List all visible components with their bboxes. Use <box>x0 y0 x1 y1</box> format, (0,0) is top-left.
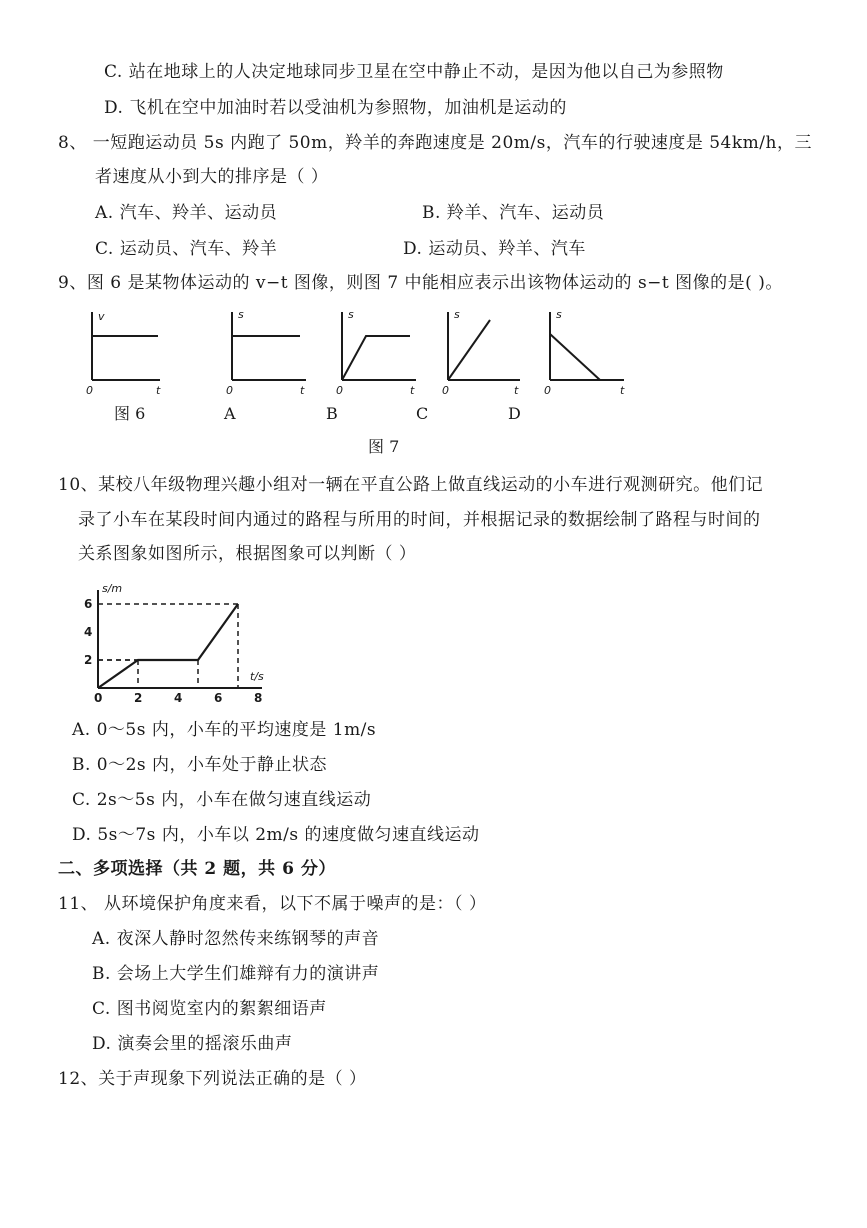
y-tick-label: 6 <box>84 597 93 611</box>
q8-option-b: B. 羚羊、汽车、运动员 <box>422 203 605 223</box>
graphA-axis-t: t <box>300 384 305 397</box>
q10-stem-line3: 关系图象如图所示，根据图象可以判断（ ） <box>78 544 417 564</box>
graphD-axis-s: s <box>556 308 562 321</box>
distance-time-line <box>98 604 238 688</box>
graph-d-label: D <box>508 404 521 423</box>
y-tick-label: 2 <box>84 653 93 667</box>
q10-option-d: D. 5s～7s 内，小车以 2m/s 的速度做匀速直线运动 <box>72 825 480 845</box>
q8-stem-line2: 者速度从小到大的排序是（ ） <box>95 167 329 187</box>
graphA-axis-s: s <box>238 308 244 321</box>
x-axis-label: t/s <box>250 670 264 683</box>
graph-b-label: B <box>326 404 338 423</box>
x-tick-label: 2 <box>134 691 143 705</box>
q8-option-a: A. 汽车、羚羊、运动员 <box>95 203 278 223</box>
q7-option-c: C. 站在地球上的人决定地球同步卫星在空中静止不动，是因为他以自己为参照物 <box>104 62 724 82</box>
q11-option-c: C. 图书阅览室内的絮絮细语声 <box>92 999 327 1019</box>
x-tick-label: 6 <box>214 691 223 705</box>
graphC-origin: 0 <box>442 384 449 397</box>
graphD-axis-t: t <box>620 384 625 397</box>
y-axis-label: s/m <box>102 582 123 595</box>
graphB-axis-s: s <box>348 308 354 321</box>
q10-option-b: B. 0～2s 内，小车处于静止状态 <box>72 755 328 775</box>
q10-stem-line1: 10、某校八年级物理兴趣小组对一辆在平直公路上做直线运动的小车进行观测研究。他们记 <box>58 475 764 495</box>
q10-option-c: C. 2s～5s 内，小车在做匀速直线运动 <box>72 790 372 810</box>
graphB-axis-t: t <box>410 384 415 397</box>
q10-option-a: A. 0～5s 内，小车的平均速度是 1m/s <box>72 720 377 740</box>
graph6-axis-t: t <box>156 384 161 397</box>
q10-st-chart <box>76 580 296 720</box>
x-tick-label: 8 <box>254 691 263 705</box>
q7-option-d: D. 飞机在空中加油时若以受油机为参照物，加油机是运动的 <box>104 98 567 118</box>
q10-stem-line2: 录了小车在某段时间内通过的路程与所用的时间，并根据记录的数据绘制了路程与时间的 <box>78 510 761 530</box>
section2-title: 二、多项选择（共 2 题，共 6 分） <box>58 859 336 879</box>
q11-option-a: A. 夜深人静时忽然传来练钢琴的声音 <box>92 929 380 949</box>
graph-c-label: C <box>416 404 429 423</box>
graphC-axis-s: s <box>454 308 460 321</box>
graphB-origin: 0 <box>336 384 343 397</box>
graph-a-label: A <box>224 404 236 423</box>
q8-option-d: D. 运动员、羚羊、汽车 <box>403 239 586 259</box>
y-tick-label: 4 <box>84 625 93 639</box>
q11-option-d: D. 演奏会里的摇滚乐曲声 <box>92 1034 293 1054</box>
q9-stem: 9、图 6 是某物体运动的 v−t 图像，则图 7 中能相应表示出该物体运动的 s−t 图像的是( )。 <box>58 273 783 293</box>
x-tick-label: 4 <box>174 691 183 705</box>
graphA-origin: 0 <box>226 384 233 397</box>
figure7-caption: 图 7 <box>368 437 400 456</box>
graph6-axis-v: v <box>98 310 105 323</box>
graphC-axis-t: t <box>514 384 519 397</box>
figure6-label: 图 6 <box>114 404 146 423</box>
x-tick-label: 0 <box>94 691 103 705</box>
q12-stem: 12、关于声现象下列说法正确的是（ ） <box>58 1069 367 1089</box>
q11-option-b: B. 会场上大学生们雄辩有力的演讲声 <box>92 964 380 984</box>
q11-stem: 11、 从环境保护角度来看，以下不属于噪声的是：（ ） <box>58 894 487 914</box>
q8-option-c: C. 运动员、汽车、羚羊 <box>95 239 278 259</box>
graphD-origin: 0 <box>544 384 551 397</box>
graph6-origin: 0 <box>86 384 93 397</box>
q8-stem-line1: 8、 一短跑运动员 5s 内跑了 50m，羚羊的奔跑速度是 20m/s，汽车的行驶速度是 54km/h，三 <box>58 133 812 153</box>
